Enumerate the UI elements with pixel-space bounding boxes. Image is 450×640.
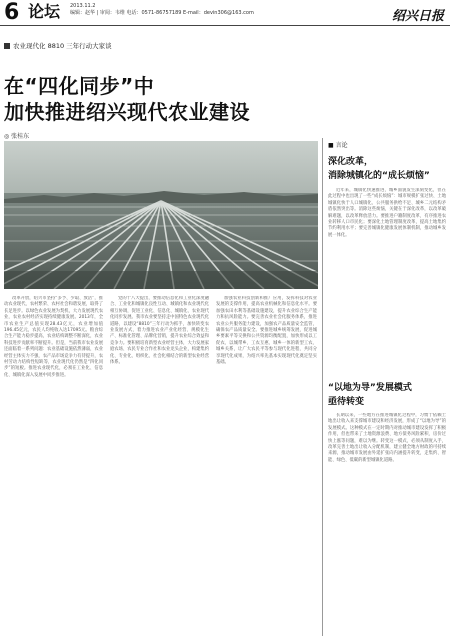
sidebar-item1-title-a: 深化改革， [328,157,374,167]
section-title: 论坛 [28,2,61,21]
article-column-2: 党的十八大提出，要推动信息化和工业化深度融合、工业化和城镇化良性互动、城镇化和农业现代化相互协调，促进工业化、信息化、城镇化、农业现代化同步发展。我市农业要坚持走中国特色农业现代化道路，以建设“8810”三年行动为抓手，加快转变农业发展方式，着力推进农业产业化经营、规模化生产、标准化管理、品牌化营销，提升农业综合效益和竞争力。要积极培育新型农业经营主体，大力发展家庭农场、农民专业合作社和农业龙头企业，构建集约化、专业化、组织化、社会化相结合的新型农业经营体系。 [110,296,209,366]
farmland-photo [4,141,318,289]
byline: ◎ 张桂东 [4,133,30,140]
article-kicker: 农业现代化 8810 三年行动大家谈 [4,42,112,50]
edition-meta [70,3,254,17]
greenhouse-field-image [4,141,318,289]
sidebar-label: ■ 言论 [328,140,348,149]
newspaper-brand: 绍兴日报 [391,9,444,24]
sidebar-item2-title-a: “以地为导”发展模式 [328,383,412,393]
edition-editors: 编辑：赵华 | 审阅：韦维 电话：0571-86757189 E-mail：devin306@163.com [70,10,254,16]
sidebar-item2-body: 长期以来，一些地方在推进城镇化过程中，习惯于依赖土地出让收入来支撑城市建设和经济发展，形成了“以地为导”的发展模式。这种模式在一定时期内对推动城市建设发挥了积极作用，但也带来了土地资源浪费、地方债务风险累积、房价过快上涨等问题，难以为继。转变这一模式，必须从制度入手，改革完善土地出让收入分配机制，建立健全地方财政的可持续来源，推动城市发展由外延扩张向内涵提升转变，走集约、智能、绿色、低碳的新型城镇化道路。 [328,413,446,463]
page-number: 6 [4,0,20,25]
sidebar-item1-body: 近年来，城镇化快速推进，城乡面貌发生深刻变化，但在此过程中也出现了一些“成长烦恼”：城市规模扩张过快、土地城镇化快于人口城镇化、公共服务供给不足、城乡二元结构矛盾依然突出等。消除这些烦恼，关键在于深化改革，以改革破解难题，以改革释放活力。要推进户籍制度改革，有序推进农业转移人口市民化；要深化土地管理制度改革，提高土地集约节约利用水平；要完善城镇化健康发展体制机制，推动城乡发展一体化。 [328,188,446,238]
sidebar-item2-title-b: 亟待转变 [328,397,365,407]
sidebar-item1-title-b: 消除城镇化的“成长烦恼” [328,171,430,181]
page-header [0,0,450,26]
article-column-1: 改革开放，绍兴市坚持“多予、少取、放活”，推动农业现代、农村繁荣、农村社会和谐发展，取得了长足进步。以绿色农业发展为契机，大力发展现代农业，农业农村经济实现持续健康发展。2013年，全市农业生产总值实现28.43亿元，农业增加值196.45亿元，农民人均纯收入达17095元。粮食综合生产能力稳步提高，农业结构调整不断深化，农业科技进步贡献率不断提升。但是，当前我市农业发展还面临着一系列问题：农业基础设施依然薄弱，农业经营主体实力不强，农产品市场竞争力有待提升，农村劳动力结构性短缺等，农业现代化仍然是“四化同步”的短板。推进农业现代化，必须在工业化、信息化、城镇化深入发展中同步推进。 [4,296,103,378]
headline-line-1: 在“四化同步”中 [4,74,155,98]
edition-date: 2013.11.2 [70,3,96,9]
article-column-3: 加强农业科技创新和推广应用，发挥科技对农业发展的支撑作用，提高农业机械化和信息化水平。要加强农田水利等基础设施建设，提升农业综合生产能力和抗风险能力。要完善农业社会化服务体系，推进农业公共服务能力建设，加强农产品质量安全监管，确保农产品质量安全。要推进城乡统筹发展，促进城乡要素平等交换和公共资源均衡配置，加快形成以工促农、以城带乡、工农互惠、城乡一体的新型工农、城乡关系，让广大农民平等参与现代化进程、共同分享现代化成果，为绍兴率先基本实现现代化奠定坚实基础。 [216,296,317,366]
headline-line-2: 加快推进绍兴现代农业建设 [4,100,250,124]
column-divider [322,138,323,636]
